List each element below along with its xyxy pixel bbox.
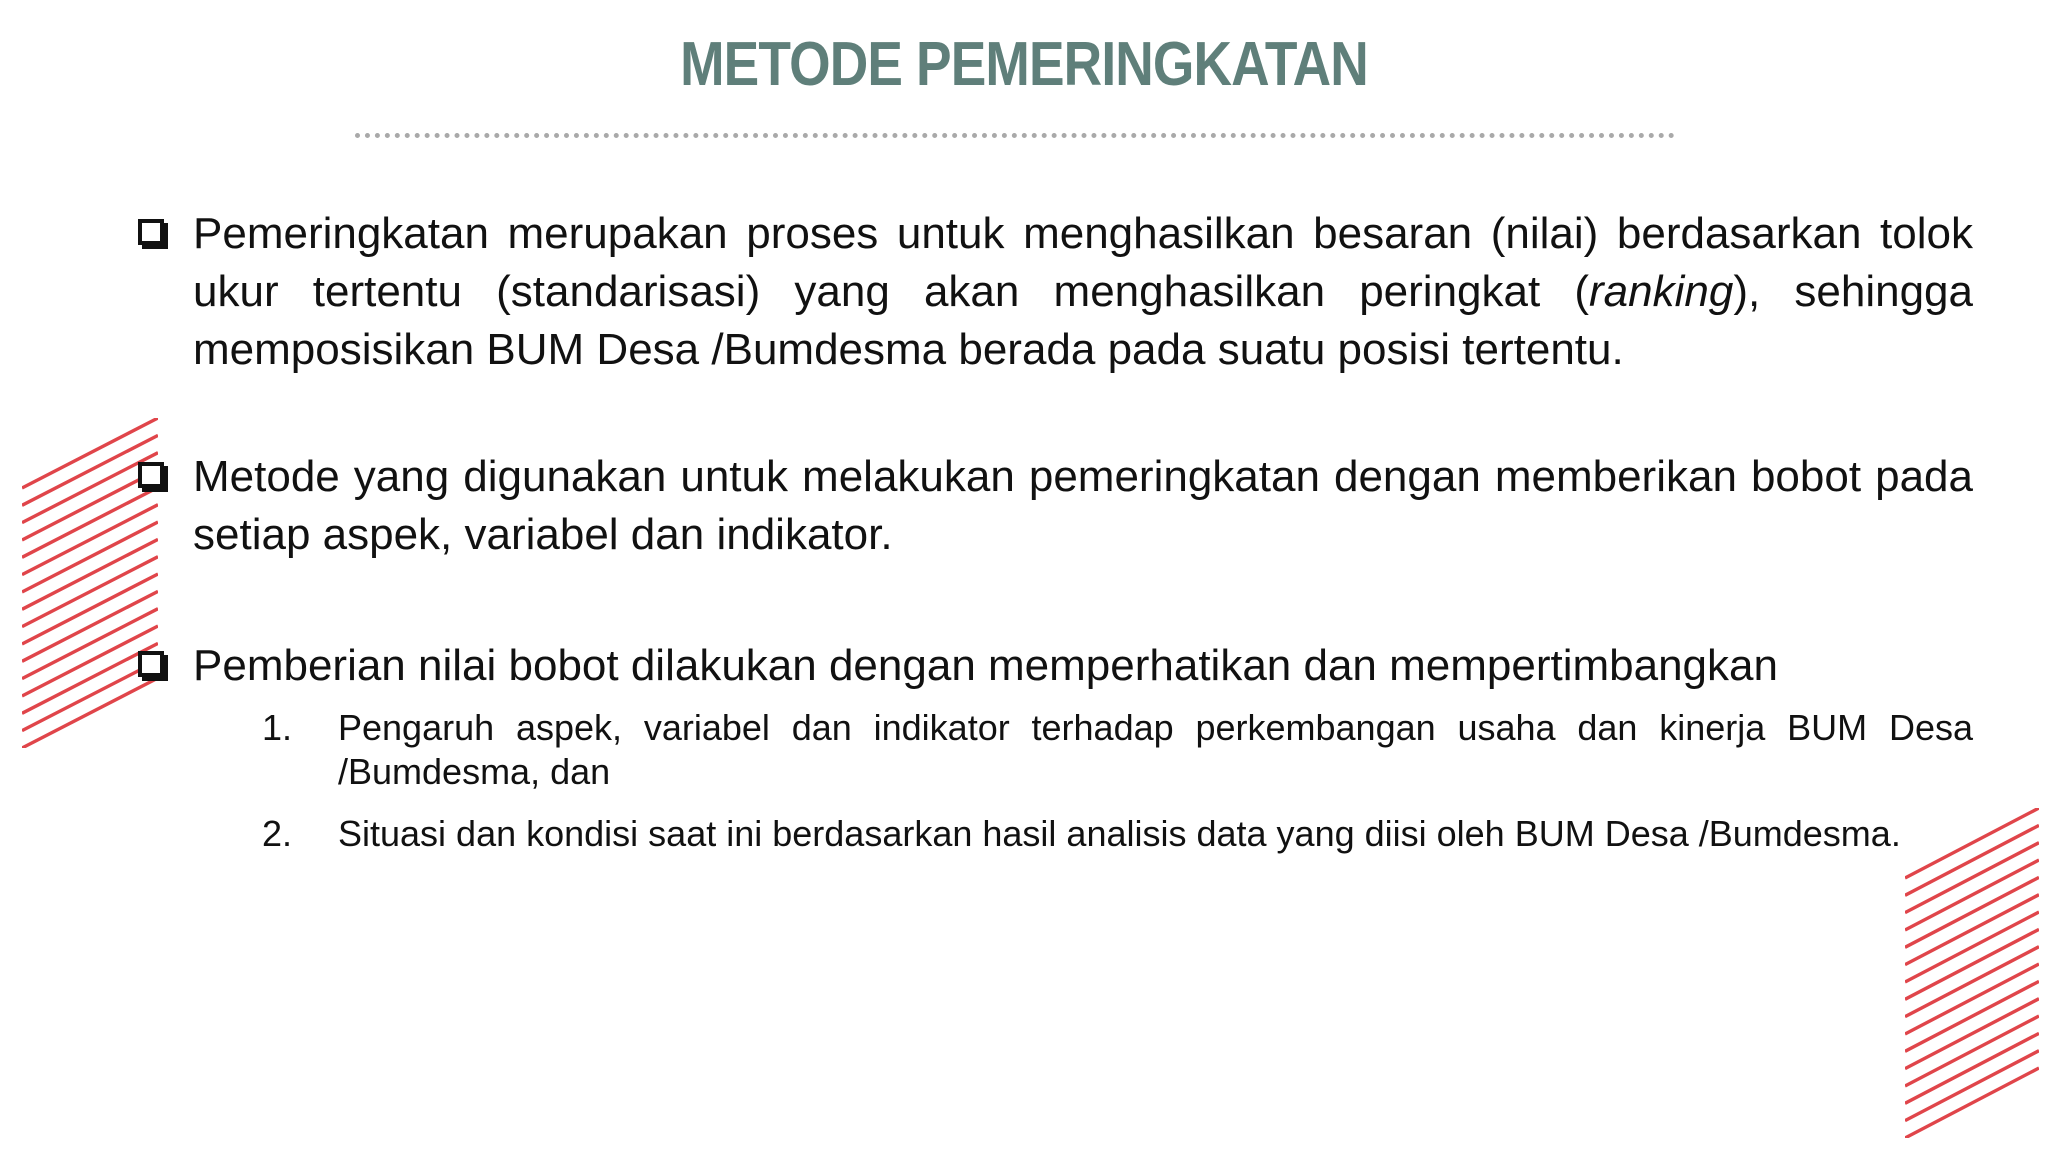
list-item — [262, 706, 1973, 794]
bullet-text-italic: ranking — [1589, 267, 1734, 316]
slide-title: METODE PEMERINGKATAN — [680, 30, 1368, 99]
stripe-line — [1905, 964, 2039, 1034]
checkbox-square-icon — [138, 462, 164, 488]
bullet-text-part: Pemeringkatan merupakan proses untuk menghasilkan besaran (nilai) berdasarkan tolok ukur tertentu (standarisasi) yang akan menghasilkan peringkat ( — [193, 209, 1973, 316]
list-item-text: Situasi dan kondisi saat ini berdasarkan hasil analisis data yang diisi oleh BUM Desa /Bumdesma. — [338, 813, 1901, 854]
bullet-item — [138, 205, 1973, 379]
stripe-line — [1905, 999, 2039, 1069]
bullet-text: Metode yang digunakan untuk melakukan pemeringkatan dengan memberikan bobot pada setiap aspek, variabel dan indikator. — [193, 452, 1973, 559]
stripe-line — [1905, 912, 2039, 982]
stripe-line — [1905, 895, 2039, 965]
bullet-text: Pemberian nilai bobot dilakukan dengan memperhatikan dan mempertimbangkan — [193, 641, 1778, 690]
stripe-line — [1905, 1016, 2039, 1086]
bullet-text — [193, 205, 1973, 379]
title-divider — [355, 133, 1675, 138]
numbered-list — [262, 706, 1973, 874]
list-item-number: 2. — [262, 813, 293, 854]
checkbox-square-icon — [138, 219, 164, 245]
list-item-text: Pengaruh aspek, variabel dan indikator terhadap perkembangan usaha dan kinerja BUM Desa /Bumdesma, dan — [338, 707, 1973, 792]
list-item-number: 1. — [262, 707, 293, 748]
bullet-text-part: ), sehingga memposisikan BUM Desa /Bumdesma berada pada suatu posisi tertentu. — [193, 267, 1973, 374]
stripe-line — [1905, 929, 2039, 999]
stripe-line — [1905, 981, 2039, 1051]
stripe-line — [1905, 947, 2039, 1017]
bullet-item — [138, 637, 1973, 695]
stripe-line — [1905, 1051, 2039, 1121]
list-item — [262, 812, 1973, 856]
stripe-line — [22, 557, 158, 627]
bullet-item — [138, 448, 1973, 564]
stripe-line — [22, 574, 158, 644]
checkbox-square-icon — [138, 651, 164, 677]
stripe-line — [1905, 1068, 2039, 1138]
stripe-line — [1905, 1033, 2039, 1103]
stripe-line — [1905, 877, 2039, 947]
